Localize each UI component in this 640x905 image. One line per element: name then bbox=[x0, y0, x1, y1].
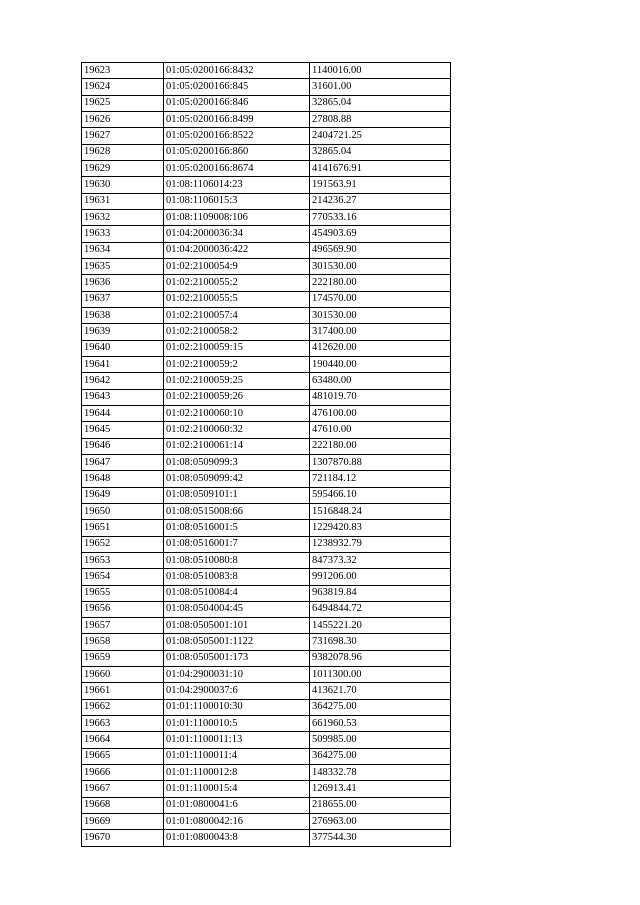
value-cell: 1307870.88 bbox=[310, 454, 451, 470]
cadastral-number-cell: 01:08:0510083:8 bbox=[164, 569, 310, 585]
row-number-cell: 19644 bbox=[82, 405, 164, 421]
value-cell: 454903.69 bbox=[310, 226, 451, 242]
value-cell: 847373.32 bbox=[310, 552, 451, 568]
value-cell: 191563.91 bbox=[310, 177, 451, 193]
value-cell: 301530.00 bbox=[310, 258, 451, 274]
table-row bbox=[82, 699, 451, 715]
cadastral-number-cell: 01:08:0509099:3 bbox=[164, 454, 310, 470]
value-cell: 364275.00 bbox=[310, 699, 451, 715]
value-cell: 731698.30 bbox=[310, 634, 451, 650]
table-row bbox=[82, 307, 451, 323]
row-number-cell: 19650 bbox=[82, 503, 164, 519]
table-row bbox=[82, 209, 451, 225]
cadastral-number-cell: 01:02:2100059:26 bbox=[164, 389, 310, 405]
value-cell: 27808.88 bbox=[310, 111, 451, 127]
row-number-cell: 19640 bbox=[82, 340, 164, 356]
value-cell: 222180.00 bbox=[310, 438, 451, 454]
value-cell: 1140016.00 bbox=[310, 63, 451, 79]
table-row bbox=[82, 275, 451, 291]
cadastral-number-cell: 01:02:2100055:5 bbox=[164, 291, 310, 307]
value-cell: 721184.12 bbox=[310, 471, 451, 487]
table-row bbox=[82, 405, 451, 421]
cadastral-number-cell: 01:02:2100058:2 bbox=[164, 324, 310, 340]
row-number-cell: 19629 bbox=[82, 160, 164, 176]
cadastral-number-cell: 01:05:0200166:8432 bbox=[164, 63, 310, 79]
value-cell: 174570.00 bbox=[310, 291, 451, 307]
value-cell: 509985.00 bbox=[310, 732, 451, 748]
cadastral-number-cell: 01:08:0510080:8 bbox=[164, 552, 310, 568]
cadastral-number-cell: 01:02:2100060:32 bbox=[164, 422, 310, 438]
table-row bbox=[82, 503, 451, 519]
table-row bbox=[82, 765, 451, 781]
value-cell: 63480.00 bbox=[310, 373, 451, 389]
value-cell: 496569.90 bbox=[310, 242, 451, 258]
cadastral-number-cell: 01:01:1100015:4 bbox=[164, 781, 310, 797]
table-row bbox=[82, 340, 451, 356]
value-cell: 2404721.25 bbox=[310, 128, 451, 144]
row-number-cell: 19634 bbox=[82, 242, 164, 258]
row-number-cell: 19670 bbox=[82, 830, 164, 846]
cadastral-number-cell: 01:05:0200166:8499 bbox=[164, 111, 310, 127]
row-number-cell: 19627 bbox=[82, 128, 164, 144]
value-cell: 770533.16 bbox=[310, 209, 451, 225]
table-row bbox=[82, 324, 451, 340]
cadastral-number-cell: 01:05:0200166:860 bbox=[164, 144, 310, 160]
cadastral-number-cell: 01:02:2100054:9 bbox=[164, 258, 310, 274]
value-cell: 4141676.91 bbox=[310, 160, 451, 176]
row-number-cell: 19661 bbox=[82, 683, 164, 699]
value-cell: 413621.70 bbox=[310, 683, 451, 699]
data-table bbox=[81, 62, 451, 847]
table-row bbox=[82, 128, 451, 144]
row-number-cell: 19663 bbox=[82, 716, 164, 732]
value-cell: 364275.00 bbox=[310, 748, 451, 764]
table-row bbox=[82, 63, 451, 79]
table-row bbox=[82, 242, 451, 258]
cadastral-number-cell: 01:04:2000036:422 bbox=[164, 242, 310, 258]
cadastral-number-cell: 01:08:0509099:42 bbox=[164, 471, 310, 487]
value-cell: 32865.04 bbox=[310, 95, 451, 111]
table-row bbox=[82, 814, 451, 830]
cadastral-number-cell: 01:08:0505001:101 bbox=[164, 618, 310, 634]
value-cell: 481019.70 bbox=[310, 389, 451, 405]
row-number-cell: 19656 bbox=[82, 601, 164, 617]
row-number-cell: 19647 bbox=[82, 454, 164, 470]
row-number-cell: 19648 bbox=[82, 471, 164, 487]
row-number-cell: 19645 bbox=[82, 422, 164, 438]
cadastral-number-cell: 01:02:2100059:15 bbox=[164, 340, 310, 356]
row-number-cell: 19666 bbox=[82, 765, 164, 781]
table-row bbox=[82, 830, 451, 846]
table-row bbox=[82, 487, 451, 503]
cadastral-number-cell: 01:02:2100060:10 bbox=[164, 405, 310, 421]
table-row bbox=[82, 193, 451, 209]
table-row bbox=[82, 552, 451, 568]
cadastral-number-cell: 01:02:2100057:4 bbox=[164, 307, 310, 323]
value-cell: 222180.00 bbox=[310, 275, 451, 291]
cadastral-number-cell: 01:04:2900031:10 bbox=[164, 667, 310, 683]
table-row bbox=[82, 748, 451, 764]
row-number-cell: 19664 bbox=[82, 732, 164, 748]
cadastral-number-cell: 01:08:1109008:106 bbox=[164, 209, 310, 225]
cadastral-number-cell: 01:08:0509101:1 bbox=[164, 487, 310, 503]
cadastral-number-cell: 01:05:0200166:8522 bbox=[164, 128, 310, 144]
cadastral-number-cell: 01:02:2100055:2 bbox=[164, 275, 310, 291]
value-cell: 963819.84 bbox=[310, 585, 451, 601]
table-row bbox=[82, 781, 451, 797]
cadastral-number-cell: 01:04:2000036:34 bbox=[164, 226, 310, 242]
value-cell: 1238932.79 bbox=[310, 536, 451, 552]
row-number-cell: 19665 bbox=[82, 748, 164, 764]
table-row bbox=[82, 111, 451, 127]
cadastral-number-cell: 01:01:1100011:13 bbox=[164, 732, 310, 748]
table-row bbox=[82, 422, 451, 438]
value-cell: 595466.10 bbox=[310, 487, 451, 503]
row-number-cell: 19657 bbox=[82, 618, 164, 634]
table-row bbox=[82, 356, 451, 372]
row-number-cell: 19649 bbox=[82, 487, 164, 503]
table-row bbox=[82, 438, 451, 454]
row-number-cell: 19655 bbox=[82, 585, 164, 601]
value-cell: 6494844.72 bbox=[310, 601, 451, 617]
cadastral-number-cell: 01:02:2100061:14 bbox=[164, 438, 310, 454]
table-row bbox=[82, 389, 451, 405]
value-cell: 214236.27 bbox=[310, 193, 451, 209]
cadastral-number-cell: 01:01:0800043:8 bbox=[164, 830, 310, 846]
table-row bbox=[82, 667, 451, 683]
value-cell: 1011300.00 bbox=[310, 667, 451, 683]
table-row bbox=[82, 650, 451, 666]
value-cell: 377544.30 bbox=[310, 830, 451, 846]
cadastral-number-cell: 01:08:0504004:45 bbox=[164, 601, 310, 617]
row-number-cell: 19667 bbox=[82, 781, 164, 797]
value-cell: 32865.04 bbox=[310, 144, 451, 160]
row-number-cell: 19631 bbox=[82, 193, 164, 209]
table-row bbox=[82, 144, 451, 160]
row-number-cell: 19630 bbox=[82, 177, 164, 193]
cadastral-number-cell: 01:01:0800041:6 bbox=[164, 797, 310, 813]
table-row bbox=[82, 536, 451, 552]
value-cell: 476100.00 bbox=[310, 405, 451, 421]
value-cell: 126913.41 bbox=[310, 781, 451, 797]
value-cell: 218655.00 bbox=[310, 797, 451, 813]
table-row bbox=[82, 177, 451, 193]
value-cell: 661960.53 bbox=[310, 716, 451, 732]
value-cell: 47610.00 bbox=[310, 422, 451, 438]
cadastral-number-cell: 01:08:0516001:5 bbox=[164, 520, 310, 536]
table-row bbox=[82, 716, 451, 732]
value-cell: 301530.00 bbox=[310, 307, 451, 323]
row-number-cell: 19658 bbox=[82, 634, 164, 650]
table-row bbox=[82, 454, 451, 470]
row-number-cell: 19641 bbox=[82, 356, 164, 372]
value-cell: 9382078.96 bbox=[310, 650, 451, 666]
value-cell: 276963.00 bbox=[310, 814, 451, 830]
table-row bbox=[82, 520, 451, 536]
row-number-cell: 19632 bbox=[82, 209, 164, 225]
row-number-cell: 19625 bbox=[82, 95, 164, 111]
cadastral-number-cell: 01:05:0200166:8674 bbox=[164, 160, 310, 176]
table-row bbox=[82, 634, 451, 650]
table-row bbox=[82, 732, 451, 748]
row-number-cell: 19669 bbox=[82, 814, 164, 830]
cadastral-number-cell: 01:08:1106015:3 bbox=[164, 193, 310, 209]
row-number-cell: 19646 bbox=[82, 438, 164, 454]
row-number-cell: 19626 bbox=[82, 111, 164, 127]
table-row bbox=[82, 291, 451, 307]
value-cell: 1516848.24 bbox=[310, 503, 451, 519]
table-body bbox=[82, 63, 451, 847]
table-row bbox=[82, 79, 451, 95]
table-row bbox=[82, 569, 451, 585]
table-row bbox=[82, 160, 451, 176]
cadastral-number-cell: 01:08:0510084:4 bbox=[164, 585, 310, 601]
cadastral-number-cell: 01:01:1100012:8 bbox=[164, 765, 310, 781]
value-cell: 1455221.20 bbox=[310, 618, 451, 634]
table-row bbox=[82, 585, 451, 601]
table-row bbox=[82, 618, 451, 634]
cadastral-number-cell: 01:08:0505001:1122 bbox=[164, 634, 310, 650]
table-row bbox=[82, 373, 451, 389]
cadastral-number-cell: 01:04:2900037:6 bbox=[164, 683, 310, 699]
cadastral-number-cell: 01:02:2100059:25 bbox=[164, 373, 310, 389]
row-number-cell: 19636 bbox=[82, 275, 164, 291]
cadastral-number-cell: 01:01:1100010:5 bbox=[164, 716, 310, 732]
row-number-cell: 19624 bbox=[82, 79, 164, 95]
value-cell: 991206.00 bbox=[310, 569, 451, 585]
row-number-cell: 19639 bbox=[82, 324, 164, 340]
row-number-cell: 19654 bbox=[82, 569, 164, 585]
row-number-cell: 19659 bbox=[82, 650, 164, 666]
row-number-cell: 19635 bbox=[82, 258, 164, 274]
row-number-cell: 19637 bbox=[82, 291, 164, 307]
cadastral-number-cell: 01:01:0800042:16 bbox=[164, 814, 310, 830]
table-row bbox=[82, 471, 451, 487]
row-number-cell: 19643 bbox=[82, 389, 164, 405]
value-cell: 31601.00 bbox=[310, 79, 451, 95]
row-number-cell: 19660 bbox=[82, 667, 164, 683]
cadastral-number-cell: 01:08:0516001:7 bbox=[164, 536, 310, 552]
row-number-cell: 19642 bbox=[82, 373, 164, 389]
row-number-cell: 19623 bbox=[82, 63, 164, 79]
row-number-cell: 19652 bbox=[82, 536, 164, 552]
cadastral-number-cell: 01:02:2100059:2 bbox=[164, 356, 310, 372]
table-row bbox=[82, 683, 451, 699]
table-row bbox=[82, 95, 451, 111]
row-number-cell: 19628 bbox=[82, 144, 164, 160]
cadastral-number-cell: 01:08:1106014:23 bbox=[164, 177, 310, 193]
value-cell: 1229420.83 bbox=[310, 520, 451, 536]
cadastral-number-cell: 01:05:0200166:846 bbox=[164, 95, 310, 111]
row-number-cell: 19668 bbox=[82, 797, 164, 813]
row-number-cell: 19638 bbox=[82, 307, 164, 323]
value-cell: 148332.78 bbox=[310, 765, 451, 781]
row-number-cell: 19651 bbox=[82, 520, 164, 536]
value-cell: 317400.00 bbox=[310, 324, 451, 340]
table-row bbox=[82, 226, 451, 242]
row-number-cell: 19633 bbox=[82, 226, 164, 242]
table-row bbox=[82, 797, 451, 813]
cadastral-number-cell: 01:08:0515008:66 bbox=[164, 503, 310, 519]
table-row bbox=[82, 258, 451, 274]
value-cell: 412620.00 bbox=[310, 340, 451, 356]
table-row bbox=[82, 601, 451, 617]
cadastral-number-cell: 01:01:1100011:4 bbox=[164, 748, 310, 764]
cadastral-number-cell: 01:05:0200166:845 bbox=[164, 79, 310, 95]
cadastral-number-cell: 01:08:0505001:173 bbox=[164, 650, 310, 666]
row-number-cell: 19662 bbox=[82, 699, 164, 715]
value-cell: 190440.00 bbox=[310, 356, 451, 372]
cadastral-number-cell: 01:01:1100010:30 bbox=[164, 699, 310, 715]
row-number-cell: 19653 bbox=[82, 552, 164, 568]
